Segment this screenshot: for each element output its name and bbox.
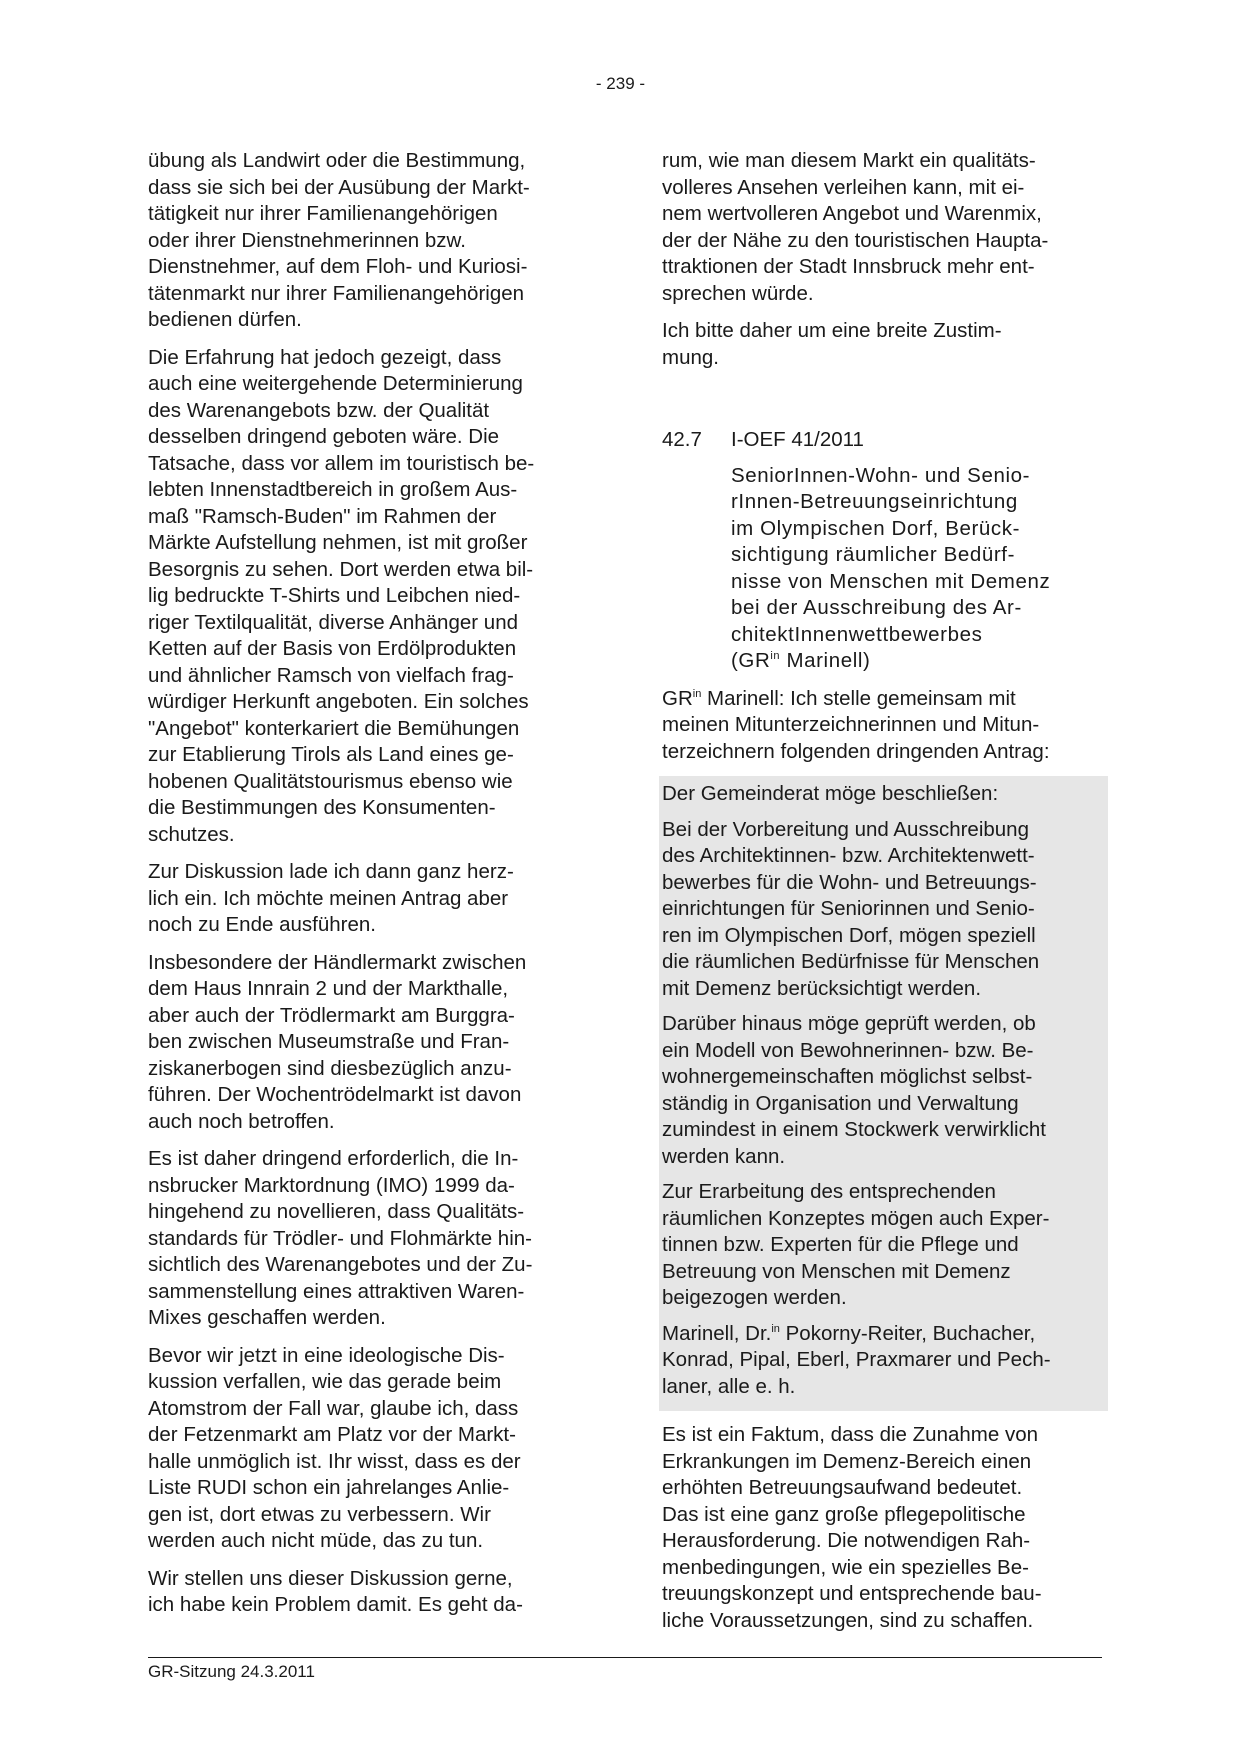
text-line: Es ist ein Faktum, dass die Zunahme von [662,1423,1039,1446]
paragraph [662,1422,1102,1634]
text-line: lebten Innenstadtbereich in großem Aus- [148,478,518,501]
text-line: bei der Ausschreibung des Ar- [731,596,1022,619]
left-column [148,148,598,1630]
paragraph [662,1179,1108,1312]
motion-intro: Der Gemeinderat möge beschließen: [662,782,999,805]
text-line: maß "Ramsch-Buden" im Rahmen der [148,504,497,528]
agenda-heading [662,427,1102,454]
text-line: ren im Olympischen Dorf, mögen speziell [662,923,1036,947]
text-line: sprechen würde. [662,281,814,305]
speaker-first-line [662,686,1102,713]
text-line: liche Voraussetzungen, sind zu schaffen. [662,1608,1034,1632]
text-line: auch eine weitergehende Determinierung [148,372,523,395]
speaker-name: Marinell: Ich stelle gemeinsam mit [701,686,1016,710]
requester-sup: in [770,650,781,662]
text-line: terzeichnern folgenden dringenden Antrag: [662,739,1050,763]
text-line: sammenstellung eines attraktiven Waren- [148,1279,525,1303]
text-line: Zur Erarbeitung des entsprechenden [662,1180,996,1203]
text-line: standards für Trödler- und Flohmärkte hin- [148,1226,532,1250]
text-line: gen ist, dort etwas zu verbessern. Wir [148,1502,491,1526]
text-line: im Olympischen Dorf, Berück- [731,516,1021,540]
text-line: ein Modell von Bewohnerinnen- bzw. Be- [662,1038,1034,1062]
text-line: zumindest in einem Stockwerk verwirklicht [662,1118,1046,1141]
signers-prefix: Marinell, Dr. [662,1321,772,1345]
text-line: erhöhten Betreuungsaufwand bedeutet. [662,1476,1023,1499]
text-line: Darüber hinaus möge geprüft werden, ob [662,1012,1036,1035]
text-line: rum, wie man diesem Markt ein qualitäts- [662,149,1036,172]
paragraph [148,950,598,1136]
paragraph [148,345,598,849]
text-line: kussion verfallen, wie das gerade beim [148,1370,502,1393]
text-line: Wir stellen uns dieser Diskussion gerne, [148,1566,513,1590]
text-line: Ich bitte daher um eine breite Zustim- [662,319,1002,342]
text-line: sichtlich des Warenangebotes und der Zu- [148,1253,533,1276]
text-line: Herausforderung. Die notwendigen Rah- [662,1529,1031,1552]
text-line: zur Etablierung Tirols als Land eines ge- [148,743,514,766]
text-line: bedienen dürfen. [148,308,302,331]
page-number: - 239 - [595,74,646,93]
text-line: bewerbes für die Wohn- und Betreuungs- [662,870,1037,894]
text-line: menbedingungen, wie ein spezielles Be- [662,1555,1029,1579]
paragraph [662,817,1108,1003]
text-line: übung als Landwirt oder die Bestimmung, [148,149,526,172]
right-column [662,148,1102,1645]
speaker-sup: in [692,687,702,700]
text-line: ben zwischen Museumstraße und Fran- [148,1030,510,1053]
text-line: "Angebot" konterkariert die Bemühungen [148,716,520,740]
text-line: nsbrucker Marktordnung (IMO) 1999 da- [148,1173,515,1197]
text-line: lig bedruckte T-Shirts und Leibchen nied- [148,584,521,607]
text-line: halle unmöglich ist. Ihr wisst, dass es der [148,1449,521,1473]
text-line: Bevor wir jetzt in eine ideologische Dis- [148,1343,505,1367]
text-line: laner, alle e. h. [662,1374,796,1398]
motion-box [659,776,1108,1411]
paragraph [148,148,598,334]
text-line: chitektInnenwettbewerbes [731,622,983,646]
text-line: sichtigung räumlicher Bedürf- [731,543,1016,566]
text-line: des Warenangebots bzw. der Qualität [148,398,490,422]
text-line: werden auch nicht müde, das zu tun. [148,1529,484,1552]
text-line: die Bestimmungen des Konsumenten- [148,796,496,819]
text-line: ttraktionen der Stadt Innsbruck mehr ent- [662,255,1035,278]
text-line: die räumlichen Bedürfnisse für Menschen [662,950,1040,973]
text-line: auch noch betroffen. [148,1109,335,1133]
text-line: Tatsache, dass vor allem im touristisch be- [148,451,535,475]
text-line: mit Demenz berücksichtigt werden. [662,976,982,1000]
text-line: hingehend zu novellieren, dass Qualitäts- [148,1200,525,1223]
text-line: ich habe kein Problem damit. Es geht da- [148,1593,523,1616]
text-line: Ketten auf der Basis von Erdölprodukten [148,637,517,660]
text-line: Bei der Vorbereitung und Ausschreibung [662,817,1029,841]
agenda-item [662,427,1102,675]
text-line: beigezogen werden. [662,1286,847,1309]
text-line: Erkrankungen im Demenz-Bereich einen [662,1449,1032,1473]
signers-first-line [662,1321,1108,1348]
agenda-number: 42.7 [662,428,702,451]
text-line: und ähnlicher Ramsch von vielfach frag- [148,663,514,687]
text-line: Es ist daher dringend erforderlich, die In- [148,1147,519,1170]
signers-sup: in [771,1322,780,1335]
text-line: führen. Der Wochentrödelmarkt ist davon [148,1083,522,1106]
agenda-title [731,463,1102,675]
text-line: riger Textilqualität, diverse Anhänger und [148,610,518,634]
agenda-requester [731,648,1102,675]
text-line: nisse von Menschen mit Demenz [731,569,1051,593]
text-line: mung. [662,345,719,369]
text-line: räumlichen Konzeptes mögen auch Exper- [662,1206,1050,1230]
requester-prefix: (GR [731,649,771,672]
paragraph [148,1566,598,1619]
paragraph [148,859,598,939]
text-line: dass sie sich bei der Ausübung der Markt- [148,175,530,199]
text-line: noch zu Ende ausführen. [148,913,376,936]
paragraph [148,1146,598,1332]
footer-divider [148,1657,1102,1658]
text-line: einrichtungen für Seniorinnen und Senio- [662,897,1035,920]
text-line: lich ein. Ich möchte meinen Antrag aber [148,886,509,910]
text-line: dem Haus Innrain 2 und der Markthalle, [148,977,509,1000]
text-line: werden kann. [662,1144,786,1168]
speaker-prefix: GR [662,686,693,710]
text-line: der Fetzenmarkt am Platz vor der Markt- [148,1423,516,1446]
text-line: treuungskonzept und entsprechende bau- [662,1582,1042,1605]
text-line: Atomstrom der Fall war, glaube ich, dass [148,1396,519,1420]
text-line: Die Erfahrung hat jedoch gezeigt, dass [148,345,502,369]
text-line: SeniorInnen-Wohn- und Senio- [731,463,1031,487]
paragraph [662,318,1102,371]
text-line: Märkte Aufstellung nehmen, ist mit großer [148,531,528,554]
signers [662,1321,1108,1401]
footer-session-date: GR-Sitzung 24.3.2011 [148,1662,315,1681]
text-line: ständig in Organisation und Verwaltung [662,1091,1019,1115]
text-line: wohnergemeinschaften möglichst selbst- [662,1065,1033,1088]
text-line: rInnen-Betreuungseinrichtung [731,490,1018,513]
text-line: Liste RUDI schon ein jahrelanges Anlie- [148,1476,510,1499]
text-line: Zur Diskussion lade ich dann ganz herz- [148,860,514,883]
text-line: Mixes geschaffen werden. [148,1306,386,1329]
text-line: desselben dringend geboten wäre. Die [148,425,500,448]
signers-names: Pokorny-Reiter, Buchacher, [779,1321,1036,1345]
speaker-paragraph [662,686,1102,766]
requester-name: Marinell) [780,649,871,672]
text-line: würdiger Herkunft angeboten. Ein solches [148,690,529,713]
text-line: tätigkeit nur ihrer Familienangehörigen [148,202,498,225]
text-line: tinnen bzw. Experten für die Pflege und [662,1233,1019,1256]
text-line: hobenen Qualitätstourismus ebenso wie [148,769,513,793]
text-line: meinen Mitunterzeichnerinnen und Mitun- [662,713,1040,736]
text-line: tätenmarkt nur ihrer Familienangehörigen [148,281,525,305]
text-line: des Architektinnen- bzw. Architektenwett- [662,844,1035,867]
paragraph [662,148,1102,307]
text-line: Konrad, Pipal, Eberl, Praxmarer und Pech- [662,1348,1051,1371]
text-line: Betreuung von Menschen mit Demenz [662,1259,1011,1283]
text-line: oder ihrer Dienstnehmerinnen bzw. [148,228,466,252]
paragraph [148,1343,598,1555]
text-line: ziskanerbogen sind diesbezüglich anzu- [148,1056,512,1080]
text-line: schutzes. [148,822,235,846]
text-line: volleres Ansehen verleihen kann, mit ei- [662,175,1025,199]
text-line: nem wertvolleren Angebot und Warenmix, [662,202,1042,225]
text-line: Insbesondere der Händlermarkt zwischen [148,950,527,974]
text-line: Das ist eine ganz große pflegepolitische [662,1502,1026,1526]
text-line: Dienstnehmer, auf dem Floh- und Kuriosi- [148,255,528,278]
paragraph [662,1011,1108,1170]
agenda-code: I-OEF 41/2011 [731,428,864,451]
text-line: aber auch der Trödlermarkt am Burggra- [148,1003,515,1027]
text-line: Besorgnis zu sehen. Dort werden etwa bil- [148,557,534,581]
text-line: der der Nähe zu den touristischen Haupta- [662,228,1049,252]
